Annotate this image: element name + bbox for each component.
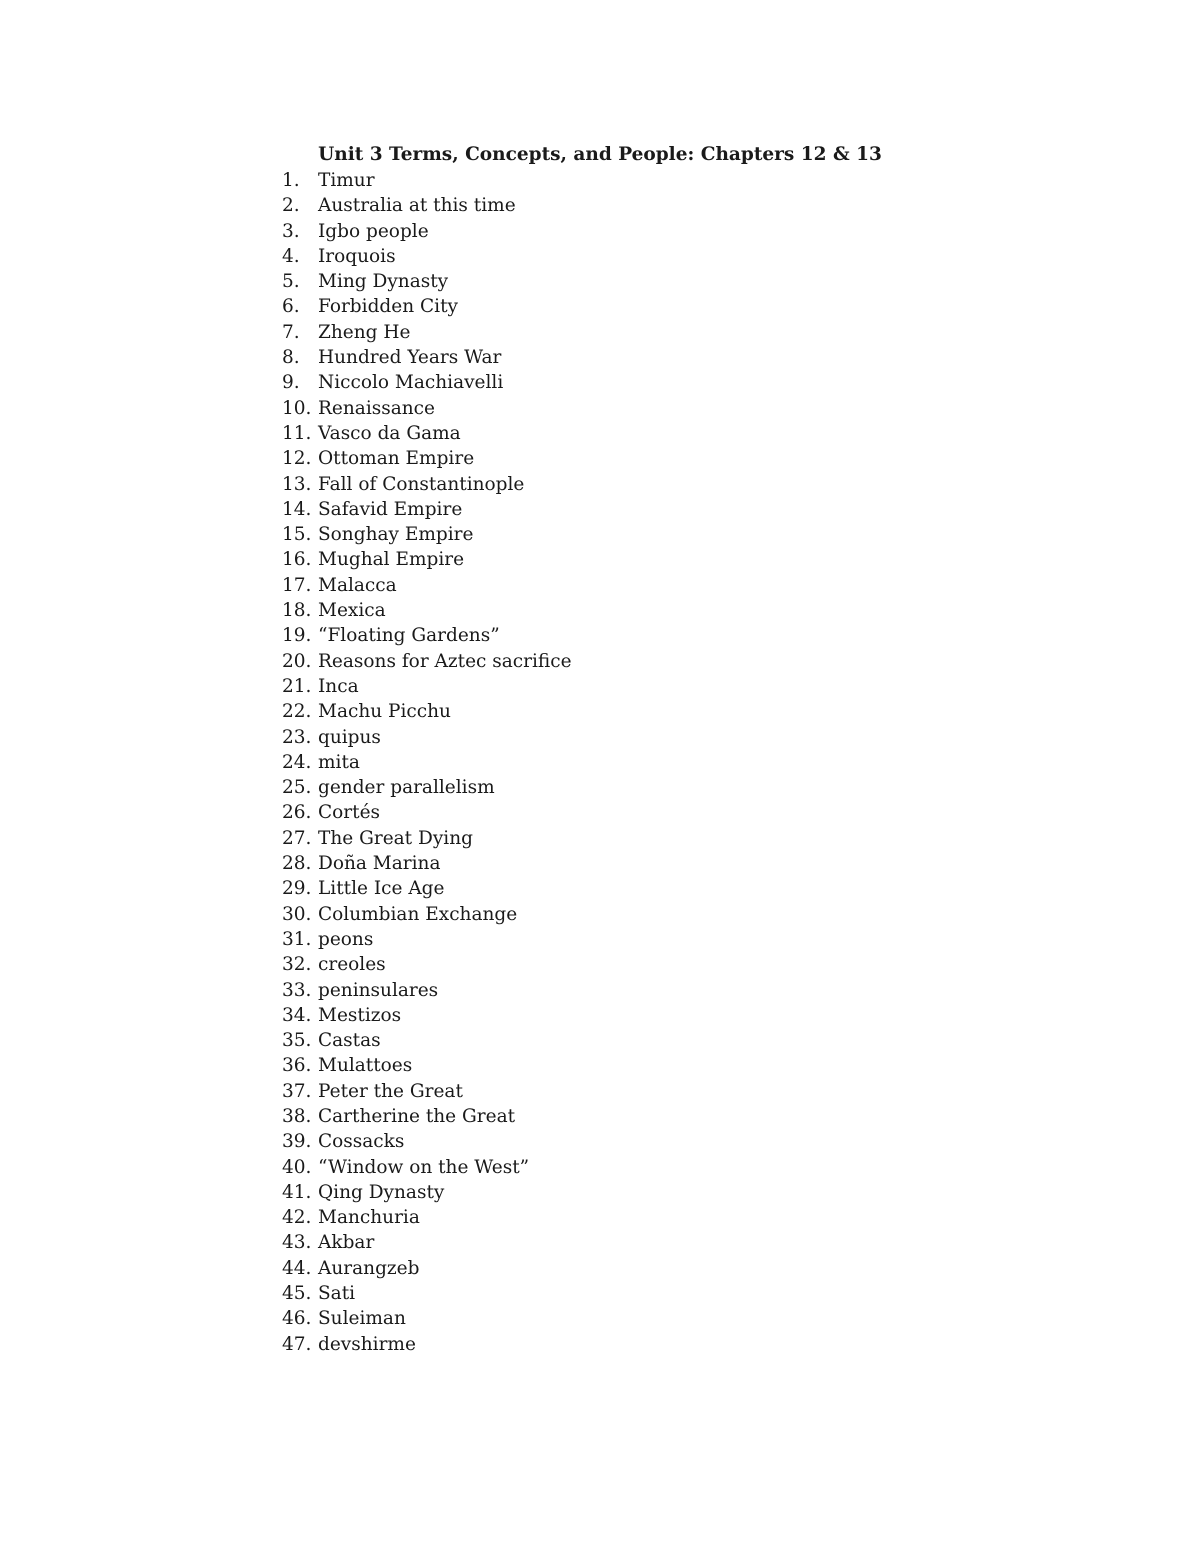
list-item-number: 44. (282, 1257, 312, 1279)
list-item-term: Renaissance (318, 397, 435, 419)
list-item (282, 1053, 572, 1078)
list-item-number: 2. (282, 195, 300, 217)
list-item-term: peninsulares (318, 979, 439, 1001)
list-item-number: 5. (282, 271, 300, 293)
list-item-number: 9. (282, 372, 300, 394)
list-item-term: Inca (318, 675, 359, 697)
list-item-number: 32. (282, 954, 312, 976)
list-item-term: creoles (318, 954, 386, 976)
list-item (282, 598, 572, 623)
list-item-number: 6. (282, 296, 300, 318)
list-item-term: “Floating Gardens” (318, 625, 500, 647)
list-item (282, 396, 572, 421)
list-item (282, 1256, 572, 1281)
list-item-term: Igbo people (318, 220, 429, 242)
list-item-term: Castas (318, 1030, 381, 1052)
list-item (282, 1180, 572, 1205)
list-item (282, 699, 572, 724)
list-item-number: 34. (282, 1004, 312, 1026)
list-item (282, 472, 572, 497)
list-item-number: 15. (282, 524, 312, 546)
list-item (282, 522, 572, 547)
list-item-term: Qing Dynasty (318, 1181, 445, 1203)
list-item (282, 497, 572, 522)
list-item-number: 28. (282, 853, 312, 875)
list-item-term: Iroquois (318, 245, 396, 267)
list-item-term: The Great Dying (318, 827, 473, 849)
list-item (282, 1306, 572, 1331)
list-item-number: 17. (282, 574, 312, 596)
list-item-number: 40. (282, 1156, 312, 1178)
list-item-term: Songhay Empire (318, 524, 474, 546)
list-item-number: 41. (282, 1181, 312, 1203)
list-item-number: 29. (282, 878, 312, 900)
list-item (282, 1129, 572, 1154)
list-item-number: 38. (282, 1105, 312, 1127)
list-item (282, 269, 572, 294)
list-item (282, 219, 572, 244)
list-item (282, 345, 572, 370)
list-item-number: 33. (282, 979, 312, 1001)
list-item (282, 320, 572, 345)
list-item (282, 674, 572, 699)
list-item-term: Reasons for Aztec sacrifice (318, 650, 572, 672)
list-item-term: Australia at this time (318, 195, 516, 217)
list-item-number: 1. (282, 170, 300, 191)
list-item (282, 1205, 572, 1230)
list-item (282, 649, 572, 674)
list-item (282, 1281, 572, 1306)
list-item-term: Peter the Great (318, 1080, 463, 1102)
list-item (282, 775, 572, 800)
list-item-number: 23. (282, 726, 312, 748)
list-item-term: Cortés (318, 802, 381, 824)
list-item-number: 45. (282, 1283, 312, 1305)
list-item-number: 39. (282, 1131, 312, 1153)
list-item-number: 37. (282, 1080, 312, 1102)
list-item-number: 12. (282, 448, 312, 470)
list-item (282, 978, 572, 1003)
list-item (282, 1332, 572, 1357)
list-item-term: Machu Picchu (318, 701, 451, 723)
list-item-number: 27. (282, 827, 312, 849)
list-item-term: Sati (318, 1283, 356, 1305)
list-item (282, 902, 572, 927)
list-item-number: 42. (282, 1207, 312, 1229)
list-item-term: Forbidden City (318, 296, 458, 318)
list-item-number: 47. (282, 1333, 312, 1355)
list-item-number: 20. (282, 650, 312, 672)
list-item-number: 14. (282, 498, 312, 520)
list-item-number: 7. (282, 321, 300, 343)
list-item-term: Mexica (318, 600, 386, 622)
list-item-term: Columbian Exchange (318, 903, 518, 925)
list-item (282, 927, 572, 952)
list-item-number: 30. (282, 903, 312, 925)
list-item-number: 22. (282, 701, 312, 723)
list-item (282, 244, 572, 269)
list-item-number: 16. (282, 549, 312, 571)
list-item-number: 36. (282, 1055, 312, 1077)
list-item (282, 1104, 572, 1129)
list-item-term: gender parallelism (318, 777, 495, 799)
list-item-term: Mulattoes (318, 1055, 413, 1077)
list-item-term: Cartherine the Great (318, 1105, 516, 1127)
list-item-term: Aurangzeb (318, 1257, 420, 1279)
list-item-term: Mestizos (318, 1004, 402, 1026)
list-item-number: 8. (282, 347, 300, 369)
list-item-number: 31. (282, 928, 312, 950)
list-item (282, 1003, 572, 1028)
list-item-term: Hundred Years War (318, 347, 502, 369)
list-item (282, 446, 572, 471)
list-item (282, 1230, 572, 1255)
list-item (282, 294, 572, 319)
list-item (282, 421, 572, 446)
terms-list (282, 168, 572, 1357)
list-item-number: 18. (282, 600, 312, 622)
list-item (282, 826, 572, 851)
list-item (282, 623, 572, 648)
list-item-term: peons (318, 928, 374, 950)
list-item-term: Vasco da Gama (318, 422, 461, 444)
list-item-number: 3. (282, 220, 300, 242)
list-item-term: Ming Dynasty (318, 271, 449, 293)
list-item-term: devshirme (318, 1333, 416, 1355)
list-item (282, 952, 572, 977)
list-item-term: Little Ice Age (318, 878, 445, 900)
list-item-term: Suleiman (318, 1308, 406, 1330)
list-item-term: Akbar (318, 1232, 375, 1254)
list-item (282, 851, 572, 876)
list-item (282, 1079, 572, 1104)
list-item-term: Ottoman Empire (318, 448, 475, 470)
list-item-term: Fall of Constantinople (318, 473, 525, 495)
list-item-term: mita (318, 751, 360, 773)
list-item (282, 750, 572, 775)
list-item (282, 573, 572, 598)
list-item-number: 13. (282, 473, 312, 495)
list-item-term: quipus (318, 726, 381, 748)
list-item-term: Mughal Empire (318, 549, 465, 571)
list-item-term: Malacca (318, 574, 397, 596)
list-item (282, 1155, 572, 1180)
list-item-number: 35. (282, 1030, 312, 1052)
list-item (282, 193, 572, 218)
list-item-number: 24. (282, 751, 312, 773)
list-item (282, 800, 572, 825)
list-item-term: Zheng He (318, 321, 411, 343)
list-item-number: 4. (282, 245, 300, 267)
list-item-term: Manchuria (318, 1207, 420, 1229)
document-title: Unit 3 Terms, Concepts, and People: Chapters 12 & 13 (318, 144, 882, 165)
list-item-number: 25. (282, 777, 312, 799)
list-item-number: 10. (282, 397, 312, 419)
list-item-term: “Window on the West” (318, 1156, 530, 1178)
list-item-term: Safavid Empire (318, 498, 463, 520)
list-item-number: 43. (282, 1232, 312, 1254)
list-item (282, 1028, 572, 1053)
list-item-term: Timur (318, 170, 375, 191)
list-item-number: 26. (282, 802, 312, 824)
list-item (282, 547, 572, 572)
list-item (282, 725, 572, 750)
list-item-number: 19. (282, 625, 312, 647)
list-item-term: Niccolo Machiavelli (318, 372, 504, 394)
list-item-term: Cossacks (318, 1131, 405, 1153)
list-item-number: 21. (282, 675, 312, 697)
list-item-number: 46. (282, 1308, 312, 1330)
list-item (282, 370, 572, 395)
list-item (282, 168, 572, 193)
list-item-number: 11. (282, 422, 312, 444)
list-item-term: Doña Marina (318, 853, 441, 875)
list-item (282, 876, 572, 901)
